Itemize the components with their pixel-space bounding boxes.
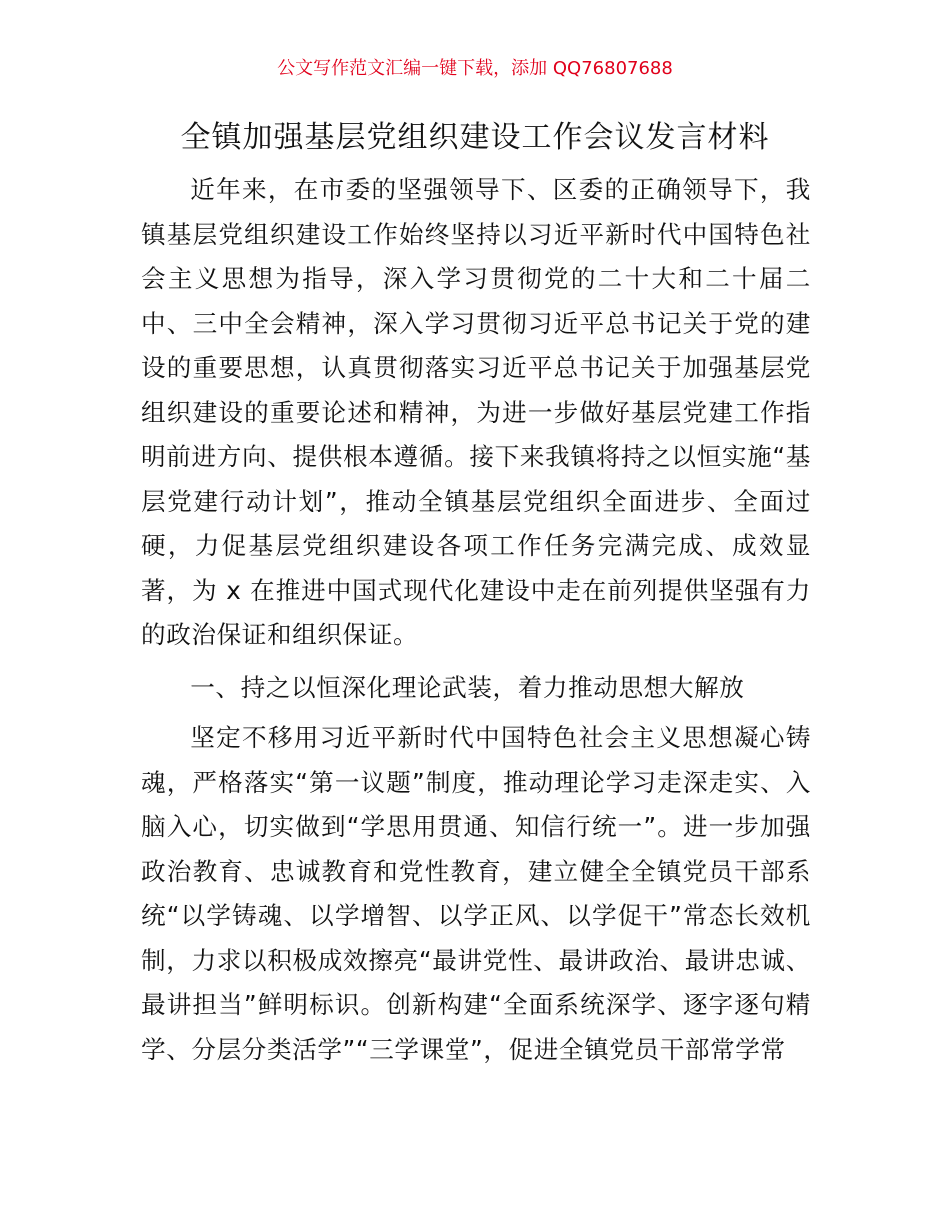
download-banner[interactable]: 公文写作范文汇编一键下载，添加 QQ76807688 (277, 58, 673, 79)
section-paragraph: 坚定不移用习近平新时代中国特色社会主义思想凝心铸魂，严格落实“第一议题”制度，推动理论学习走深走实、入脑入心，切实做到“学思用贯通、知信行统一”。进一步加强政治教育、忠诚教育和党性教育，建立健全全镇党员干部系统“以学铸魂、以学增智、以学正风、以学促干”常态长效机制，力求以积极成效擦亮“最讲党性、最讲政治、最讲忠诚、最讲担当”鲜明标识。创新构建“全面系统深学、逐字逐句精学、分层分类活学”“三学课堂”，促进全镇党员干部常学常 (141, 723, 811, 1064)
document-title: 全镇加强基层党组织建设工作会议发言材料 (180, 120, 770, 155)
section-heading: 一、持之以恒深化理论武装，着力推动思想大解放 (190, 672, 745, 702)
document-body (141, 168, 811, 1072)
intro-paragraph: 近年来，在市委的坚强领导下、区委的正确领导下，我镇基层党组织建设工作始终坚持以习近平新时代中国特色社会主义思想为指导，深入学习贯彻党的二十大和二十届二中、三中全会精神，深入学习贯彻习近平总书记关于党的建设的重要思想，认真贯彻落实习近平总书记关于加强基层党组织建设的重要论述和精神，为进一步做好基层党建工作指明前进方向、提供根本遵循。接下来我镇将持之以恒实施“基层党建行动计划”，推动全镇基层党组织全面进步、全面过硬，力促基层党组织建设各项工作任务完满完成、成效显著，为 x 在推进中国式现代化建设中走在前列提供坚强有力的政治保证和组织保证。 (141, 175, 811, 649)
